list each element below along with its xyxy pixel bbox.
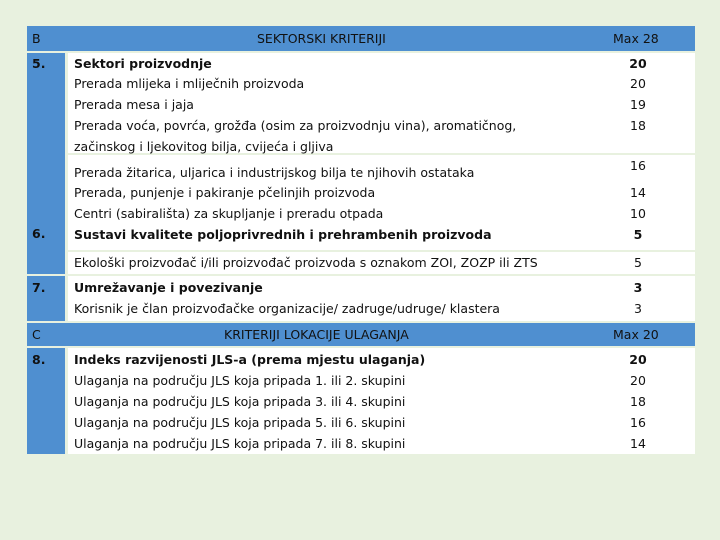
section-5-line-6: Prerada, punjenje i pakiranje pčelinjih proizvoda [74, 185, 376, 200]
section-5-heading: Sektori proizvodnje [74, 56, 212, 71]
section-7-heading: Umrežavanje i povezivanje [74, 280, 263, 295]
section-8-line-2: Ulaganja na području JLS koja pripada 3. ili 4. skupini [74, 394, 406, 409]
section-6-code: 6. [32, 226, 46, 241]
section-5-line-3: Prerada voća, povrća, grožđa (osim za proizvodnju vina), aromatičnog, [74, 118, 517, 133]
section-5-line-5: Prerada žitarica, uljarica i industrijskog bilja te njihovih ostataka [74, 165, 475, 180]
section-5-value-1: 20 [630, 76, 646, 91]
section-5-value-2: 19 [630, 97, 646, 112]
section-5-line-1: Prerada mlijeka i mliječnih proizvoda [74, 76, 305, 91]
section-8-value-1: 20 [630, 373, 646, 388]
section-5-line-4: začinskog i ljekovitog bilja, cvijeća i gljiva [74, 139, 334, 154]
section-8-value-4: 14 [630, 436, 646, 451]
section-6-line-1: Sustavi kvalitete poljoprivrednih i prehrambenih proizvoda [74, 227, 492, 242]
section-6-value-2: 5 [634, 255, 642, 270]
section-5-value-6: 14 [630, 185, 646, 200]
section-5-value-7: 10 [630, 206, 646, 221]
header-b-max: Max 28 [613, 31, 659, 46]
section-5-value-5: 16 [630, 158, 646, 173]
section-8-value-2: 18 [630, 394, 646, 409]
section-8-heading: Indeks razvijenosti JLS-a (prema mjestu ulaganja) [74, 352, 426, 367]
section-8-line-4: Ulaganja na području JLS koja pripada 7. ili 8. skupini [74, 436, 406, 451]
section-5-line-2: Prerada mesa i jaja [74, 97, 194, 112]
header-b-title: SEKTORSKI KRITERIJI [257, 31, 386, 46]
section-6-value-1: 5 [633, 227, 643, 242]
section-6-line-2: Ekološki proizvođač i/ili proizvođač proizvoda s oznakom ZOI, ZOZP ili ZTS [74, 255, 538, 270]
section-8-code: 8. [32, 352, 46, 367]
header-c-code: C [32, 327, 41, 342]
section-8-line-3: Ulaganja na području JLS koja pripada 5. ili 6. skupini [74, 415, 406, 430]
section-7-line-value: 3 [634, 301, 642, 316]
section-5-code: 5. [32, 56, 46, 71]
header-c-max: Max 20 [613, 327, 659, 342]
header-c-title: KRITERIJI LOKACIJE ULAGANJA [224, 327, 409, 342]
section-7-line: Korisnik je član proizvođačke organizacije/ zadruge/udruge/ klastera [74, 301, 500, 316]
section-7-code: 7. [32, 280, 46, 295]
section-8-value-3: 16 [630, 415, 646, 430]
section-8-heading-value: 20 [629, 352, 647, 367]
section-5-heading-value: 20 [629, 56, 647, 71]
section-5-line-7: Centri (sabirališta) za skupljanje i preradu otpada [74, 206, 384, 221]
section-5-value-3: 18 [630, 118, 646, 133]
section-7-heading-value: 3 [633, 280, 643, 295]
section-8-line-1: Ulaganja na području JLS koja pripada 1. ili 2. skupini [74, 373, 406, 388]
header-b-bar [27, 26, 695, 51]
header-b-code: B [32, 31, 41, 46]
header-c-bar [27, 323, 695, 346]
